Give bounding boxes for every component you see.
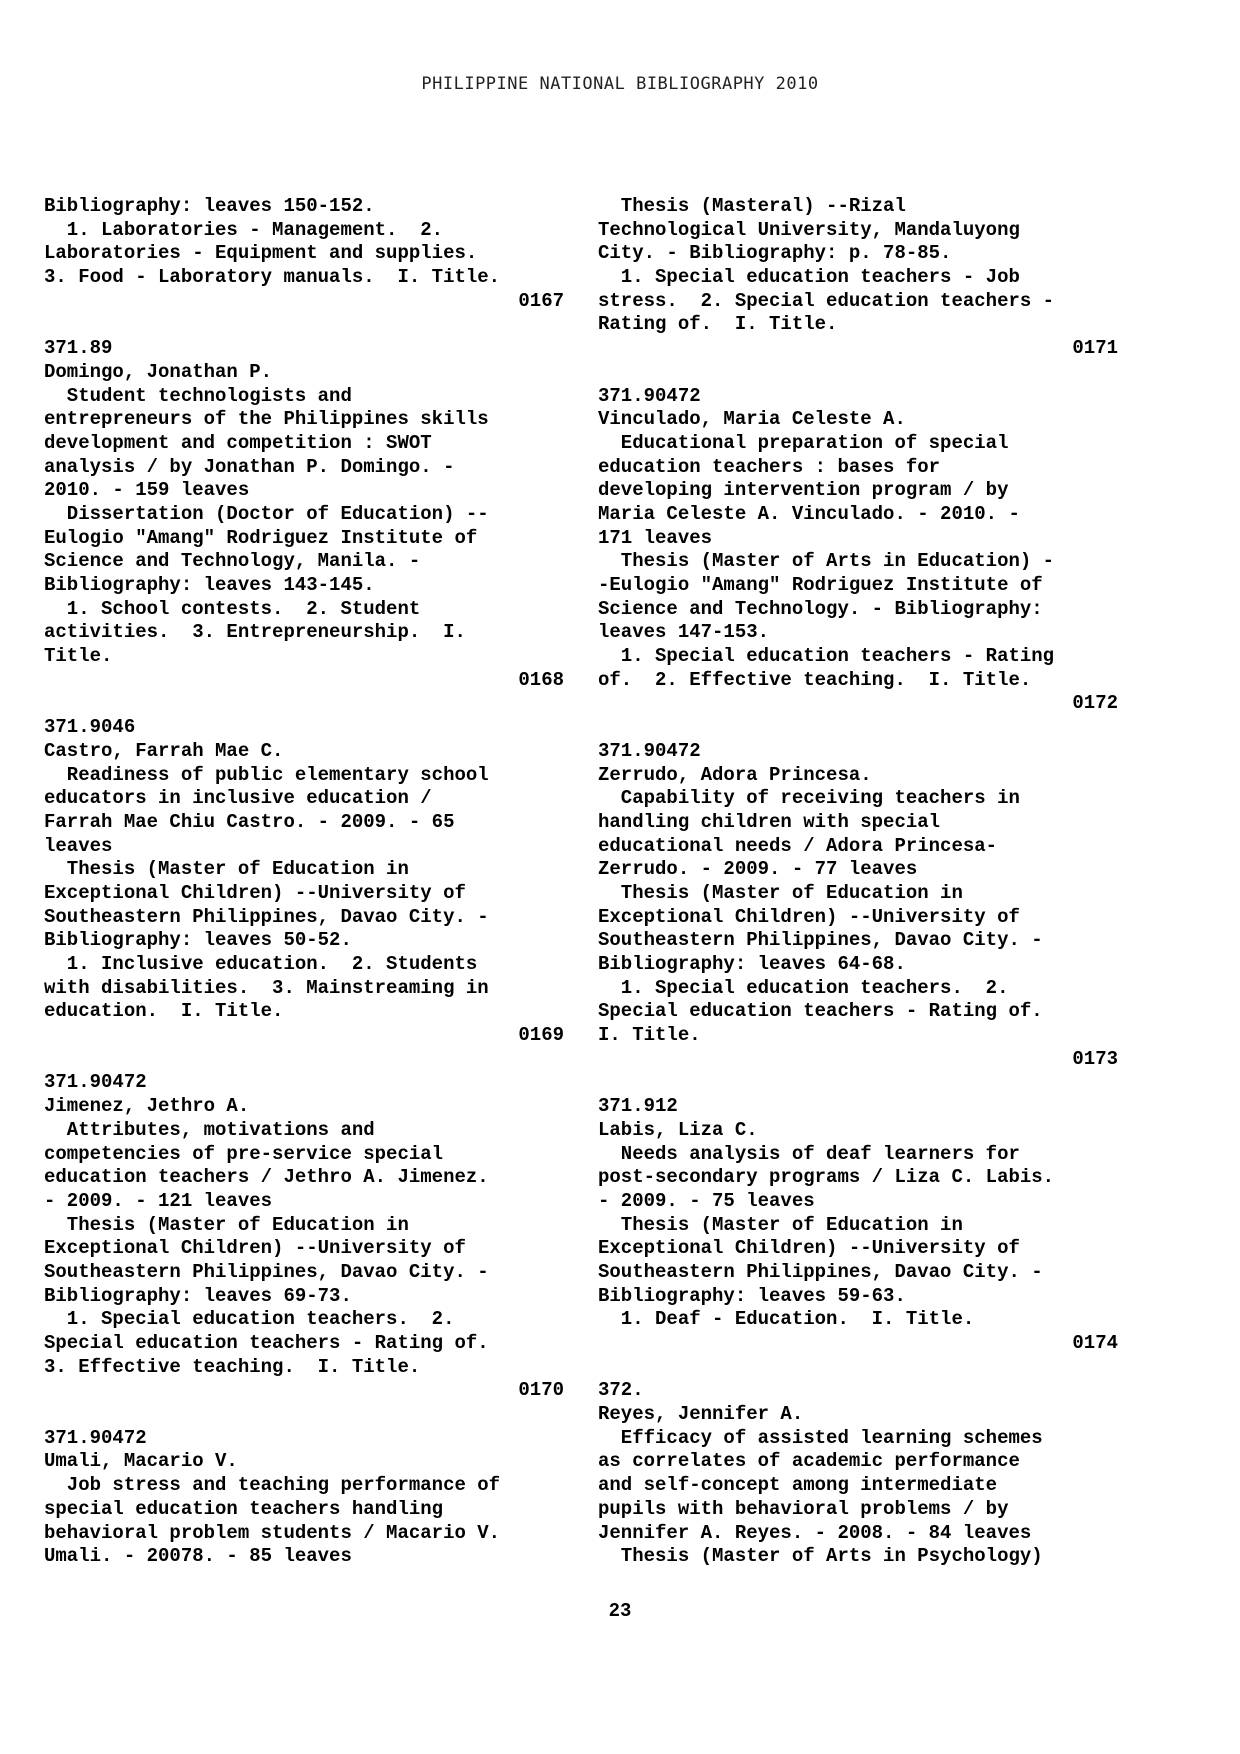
entry-line: of. 2. Effective teaching. I. Title. — [598, 668, 1032, 691]
entry-line: Bibliography: leaves 50-52. — [44, 929, 352, 952]
entry-line: Bibliography: leaves 143-145. — [44, 574, 375, 596]
entry-line: Capability of receiving teachers in — [598, 787, 1020, 810]
entry-line: -Eulogio "Amang" Rodriguez Institute of — [598, 574, 1043, 596]
entry-line: 3. Effective teaching. I. Title. — [44, 1355, 421, 1378]
entry-line: 1. Inclusive education. 2. Students — [44, 953, 478, 975]
entry-line: entrepreneurs of the Philippines skills — [44, 408, 489, 431]
entry-line: Eulogio "Amang" Rodriguez Institute of — [44, 526, 478, 549]
running-header: PHILIPPINE NATIONAL BIBLIOGRAPHY 2010 — [421, 74, 819, 94]
entry-line: Science and Technology, Manila. - — [44, 550, 421, 573]
entry-line: Special education teachers - Rating of. — [598, 1000, 1043, 1023]
entry-line: 371.89 — [44, 337, 113, 360]
entry-line: pupils with behavioral problems / by — [598, 1497, 1009, 1520]
entry-line: Laboratories - Equipment and supplies. — [44, 242, 478, 265]
entry-line: Rating of. I. Title. — [598, 313, 838, 336]
entry-line: post-secondary programs / Liza C. Labis. — [598, 1166, 1055, 1189]
entry-line: Student technologists and — [44, 384, 352, 407]
entry-line: behavioral problem students / Macario V. — [44, 1521, 501, 1544]
entry-line: Special education teachers - Rating of. — [44, 1332, 489, 1354]
entry-line: 371.9046 — [44, 716, 136, 739]
entry-line: development and competition : SWOT — [44, 431, 432, 454]
entry-line: Thesis (Master of Arts in Education) - — [598, 550, 1055, 573]
entry-line: Thesis (Master of Arts in Psychology) — [598, 1545, 1043, 1568]
entry-line: analysis / by Jonathan P. Domingo. - — [44, 455, 455, 478]
entry-line: Exceptional Children) --University of — [598, 1237, 1020, 1260]
entry-line: developing intervention program / by — [598, 479, 1009, 502]
entry-line: Southeastern Philippines, Davao City. - — [598, 1260, 1043, 1283]
entry-line: 371.90472 — [44, 1071, 147, 1094]
entry-line: Science and Technology. - Bibliography: — [598, 597, 1043, 620]
entry-line: 3. Food - Laboratory manuals. I. Title. — [44, 266, 501, 289]
entry-number: 0173 — [1072, 1047, 1118, 1070]
entry-line: Umali, Macario V. — [44, 1450, 238, 1473]
entry-line: Bibliography: leaves 64-68. — [598, 953, 906, 975]
entry-line: educational needs / Adora Princesa- — [598, 834, 998, 857]
entry-line: Castro, Farrah Mae C. — [44, 739, 284, 762]
entry-line: Thesis (Master of Education in — [44, 858, 409, 881]
entry-number: 0171 — [1072, 337, 1118, 360]
entry-line: Needs analysis of deaf learners for — [598, 1142, 1020, 1165]
bibliography-entry — [598, 195, 1118, 361]
entry-line: stress. 2. Special education teachers - — [598, 289, 1055, 312]
bibliography-entry — [44, 1427, 564, 1569]
entry-line: Bibliography: leaves 59-63. — [598, 1284, 906, 1307]
entry-number: 0170 — [518, 1379, 564, 1402]
entry-line: Job stress and teaching performance of — [44, 1474, 501, 1497]
bibliography-entry — [44, 195, 564, 313]
entry-line: 371.912 — [598, 1095, 678, 1118]
entry-line: 372. — [598, 1379, 644, 1402]
entry-line: Efficacy of assisted learning schemes — [598, 1426, 1043, 1449]
entry-line: Thesis (Master of Education in — [44, 1213, 409, 1236]
entry-line: Attributes, motivations and — [44, 1118, 375, 1141]
entry-line: Farrah Mae Chiu Castro. - 2009. - 65 — [44, 810, 455, 833]
entry-line: Labis, Liza C. — [598, 1118, 758, 1141]
entry-line: Domingo, Jonathan P. — [44, 360, 273, 383]
entry-line: Thesis (Master of Education in — [598, 881, 963, 904]
entry-line: leaves 147-153. — [598, 621, 770, 644]
entry-line: Maria Celeste A. Vinculado. - 2010. - — [598, 502, 1020, 525]
entry-line: Vinculado, Maria Celeste A. — [598, 408, 906, 431]
entry-line: Exceptional Children) --University of — [44, 1237, 466, 1260]
entry-line: Thesis (Masteral) --Rizal — [598, 195, 906, 217]
entry-line: Dissertation (Doctor of Education) -- — [44, 502, 489, 525]
bibliography-entry — [598, 1095, 1118, 1356]
entry-line: educators in inclusive education / — [44, 787, 432, 810]
entry-line: Exceptional Children) --University of — [44, 881, 466, 904]
entry-line: Reyes, Jennifer A. — [598, 1403, 804, 1426]
entry-line: 1. Special education teachers. 2. — [598, 976, 1009, 999]
entry-line: Thesis (Master of Education in — [598, 1213, 963, 1236]
entry-line: 371.90472 — [44, 1426, 147, 1449]
entry-line: Educational preparation of special — [598, 431, 1009, 454]
entry-line: education teachers / Jethro A. Jimenez. — [44, 1166, 489, 1189]
bibliography-entry — [44, 1071, 564, 1403]
entry-line: 371.90472 — [598, 384, 701, 407]
entry-line: Bibliography: leaves 150-152. — [44, 195, 375, 217]
entry-line: Zerrudo. - 2009. - 77 leaves — [598, 858, 918, 881]
entry-line: Jennifer A. Reyes. - 2008. - 84 leaves — [598, 1521, 1032, 1544]
entry-line: Southeastern Philippines, Davao City. - — [44, 905, 489, 928]
entry-line: I. Title. — [598, 1024, 701, 1047]
entry-number: 0167 — [518, 289, 564, 312]
entry-line: with disabilities. 3. Mainstreaming in — [44, 976, 489, 999]
entry-line: as correlates of academic performance — [598, 1450, 1020, 1473]
entry-line: education teachers : bases for — [598, 455, 941, 478]
entry-line: Southeastern Philippines, Davao City. - — [44, 1260, 489, 1283]
right-column — [598, 195, 1118, 1593]
left-column — [44, 195, 564, 1593]
entry-line: Zerrudo, Adora Princesa. — [598, 763, 872, 786]
entry-line: Umali. - 20078. - 85 leaves — [44, 1545, 352, 1568]
entry-number: 0169 — [518, 1024, 564, 1047]
entry-line: activities. 3. Entrepreneurship. I. — [44, 621, 466, 644]
entry-number: 0168 — [518, 668, 564, 691]
entry-line: 171 leaves — [598, 526, 713, 549]
entry-line: Jimenez, Jethro A. — [44, 1095, 250, 1118]
entry-line: 1. School contests. 2. Student — [44, 597, 421, 620]
entry-line: 371.90472 — [598, 739, 701, 762]
page-number: 23 — [608, 1600, 632, 1622]
entry-line: Exceptional Children) --University of — [598, 905, 1020, 928]
entry-line: 1. Laboratories - Management. 2. — [44, 218, 444, 241]
entry-line: education. I. Title. — [44, 1000, 284, 1023]
entry-line: Title. — [44, 645, 113, 668]
entry-line: 1. Special education teachers. 2. — [44, 1308, 455, 1331]
entry-line: 1. Special education teachers - Job — [598, 266, 1020, 289]
bibliography-entry — [598, 1379, 1118, 1569]
entry-line: competencies of pre-service special — [44, 1142, 444, 1165]
entry-line: Bibliography: leaves 69-73. — [44, 1284, 352, 1307]
entry-line: and self-concept among intermediate — [598, 1474, 998, 1497]
entry-line: leaves — [44, 834, 113, 857]
entry-line: - 2009. - 75 leaves — [598, 1189, 815, 1212]
entry-line: - 2009. - 121 leaves — [44, 1189, 273, 1212]
entry-number: 0174 — [1072, 1332, 1118, 1354]
entry-line: Southeastern Philippines, Davao City. - — [598, 929, 1043, 952]
bibliography-entry — [598, 740, 1118, 1072]
entry-number: 0172 — [1072, 692, 1118, 715]
entry-line: Readiness of public elementary school — [44, 763, 489, 786]
entry-line: special education teachers handling — [44, 1497, 444, 1520]
bibliography-entry — [44, 716, 564, 1048]
bibliography-entry — [598, 385, 1118, 717]
entry-line: City. - Bibliography: p. 78-85. — [598, 242, 952, 265]
entry-line: 1. Deaf - Education. I. Title. — [598, 1308, 975, 1331]
entry-line: 1. Special education teachers - Rating — [598, 645, 1055, 668]
entry-line: handling children with special — [598, 810, 941, 833]
entry-line: Technological University, Mandaluyong — [598, 218, 1020, 241]
bibliography-entry — [44, 337, 564, 692]
entry-line: 2010. - 159 leaves — [44, 479, 250, 502]
